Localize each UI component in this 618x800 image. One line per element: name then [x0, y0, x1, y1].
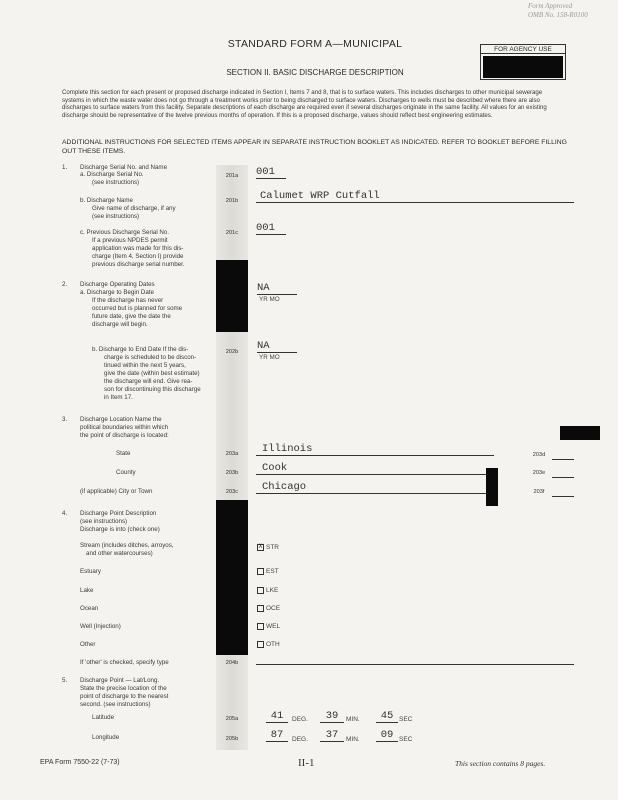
item2a-sub4: discharge will begin.: [92, 321, 148, 328]
item5-number: 5.: [62, 677, 68, 684]
item3-sub2: the point of discharge is located:: [80, 432, 169, 439]
item1c-sub2: application was made for this dis-: [92, 245, 184, 252]
item1a-label: a. Discharge Serial No.: [80, 171, 144, 178]
item2a-label: a. Discharge to Begin Date: [80, 289, 154, 296]
additional-instructions: ADDITIONAL INSTRUCTIONS FOR SELECTED ITEMS APPEAR IN SEPARATE INSTRUCTION BOOKLET AS INDICATED. REFER TO BOOKLET BEFORE FILLING OUT THESE ITEMS.: [62, 139, 567, 155]
intro-paragraph: Complete this section for each present or proposed discharge indicated in Section I, Items 7 and 8, that is to surface waters. This includes discharges to other municipal sewerage systems in which the waste water does not go through a treatment works prior to being discharged to surface waters. Discharges to wells must be described where there are also discharges to surface waters from this facility. Separate descriptions of each discharge are required even if several discharges originate in the same facility. All values for an existing discharge should be representative of the twelve previous months of operation. If this is a proposed discharge, values should reflect best engineering estimates.: [62, 89, 547, 119]
item1c-sub1: If a previous NPDES permit: [92, 237, 168, 244]
longitude-sec-field[interactable]: 09: [376, 729, 398, 742]
checkbox-oth[interactable]: [257, 641, 264, 648]
option-well-label: Well (Injection): [80, 623, 121, 630]
option-estuary-label: Estuary: [80, 568, 101, 575]
option-stream-label: Stream (includes ditches, arroyos,: [80, 542, 174, 549]
item1-number: 1.: [62, 164, 68, 171]
item1a-sub: (see instructions): [92, 179, 140, 186]
latitude-min-field[interactable]: 39: [320, 710, 344, 723]
begin-date-field[interactable]: NA: [257, 282, 297, 295]
option-lake-label: Lake: [80, 587, 94, 594]
agency-use-label: FOR AGENCY USE: [481, 45, 565, 54]
state-field[interactable]: Illinois: [256, 443, 494, 456]
code-str: STR: [266, 544, 279, 551]
item5-sub2: point of discharge to the nearest: [80, 693, 169, 700]
code-203d: 203d: [532, 452, 546, 458]
item1-title: Discharge Serial No. and Name: [80, 164, 168, 171]
other-specify-label: If 'other' is checked, specify type: [80, 659, 169, 666]
code-205a: 205a: [225, 716, 239, 722]
redaction-block: [486, 468, 498, 506]
code-201c: 201c: [225, 230, 239, 236]
section-pages-note: This section contains 8 pages.: [455, 759, 546, 768]
code-203f: 203f: [533, 489, 545, 495]
item1b-label: b. Discharge Name: [80, 197, 133, 204]
checkbox-est[interactable]: [257, 568, 264, 575]
other-specify-field[interactable]: [256, 657, 574, 665]
item5-sub1: State the precise location of the: [80, 685, 167, 692]
item4-sub2: Discharge is into (check one): [80, 526, 160, 533]
item2a-sub3: future date, give the date the: [92, 313, 171, 320]
code-203c: 203c: [225, 489, 239, 495]
previous-serial-no-field[interactable]: 001: [256, 222, 286, 235]
latitude-sec-label: SEC: [399, 716, 413, 723]
item2b-label: b. Discharge to End Date If the dis-: [92, 346, 189, 353]
page-number: II-1: [298, 757, 315, 769]
code-201b: 201b: [225, 198, 239, 204]
longitude-min-field[interactable]: 37: [320, 729, 344, 742]
code-oth: OTH: [266, 641, 280, 648]
longitude-min-label: MIN.: [346, 736, 360, 743]
item2b-sub3: give the date (within best estimate): [104, 370, 200, 377]
state-code-field[interactable]: [552, 454, 574, 460]
code-201a: 201a: [225, 173, 239, 179]
corner-stamp: [528, 2, 616, 20]
item2a-sub2: occurred but is planned for some: [92, 305, 183, 312]
longitude-deg-label: DEG.: [292, 736, 308, 743]
item2b-sub4: the discharge will end. Give rea-: [104, 378, 193, 385]
item2b-sub5: son for discontinuing this discharge: [104, 386, 201, 393]
form-id: EPA Form 7550-22 (7-73): [40, 759, 120, 766]
end-date-field[interactable]: NA: [257, 340, 297, 353]
item4-number: 4.: [62, 510, 68, 517]
city-field[interactable]: Chicago: [256, 481, 494, 494]
checkbox-lke[interactable]: [257, 587, 264, 594]
option-stream-label2: and other watercourses): [86, 550, 153, 557]
item3-number: 3.: [62, 416, 68, 423]
redaction-block: [216, 260, 248, 332]
county-label: County: [116, 469, 136, 476]
code-203e: 203e: [532, 470, 546, 476]
item2b-sub6: in Item 17.: [104, 394, 133, 401]
item3-title: Discharge Location Name the: [80, 416, 162, 423]
longitude-sec-label: SEC: [399, 736, 413, 743]
redaction-block: [216, 500, 248, 655]
agency-use-box: [480, 44, 566, 80]
latitude-min-label: MIN.: [346, 716, 360, 723]
discharge-serial-no-field[interactable]: 001: [256, 166, 286, 179]
city-code-field[interactable]: [552, 491, 574, 497]
item2b-sub1: charge is scheduled to be discon-: [104, 354, 197, 361]
end-date-yrmo: YR MO: [259, 354, 280, 361]
option-ocean-label: Ocean: [80, 605, 99, 612]
checkbox-oce[interactable]: [257, 605, 264, 612]
longitude-label: Longitude: [92, 734, 120, 741]
item1c-label: c. Previous Discharge Serial No.: [80, 229, 170, 236]
redaction-block: [560, 426, 600, 440]
code-lke: LKE: [266, 587, 279, 594]
latitude-deg-field[interactable]: 41: [266, 710, 288, 723]
county-code-field[interactable]: [552, 472, 574, 478]
item5-title: Discharge Point — Lat/Long.: [80, 677, 160, 684]
latitude-deg-label: DEG.: [292, 716, 308, 723]
item2b-sub2: tinued within the next 5 years,: [104, 362, 186, 369]
latitude-sec-field[interactable]: 45: [376, 710, 398, 723]
item5-sub3: second. (see instructions): [80, 701, 151, 708]
item2a-sub1: If the discharge has never: [92, 297, 164, 304]
item1b-sub1: Give name of discharge, if any: [92, 205, 176, 212]
item1c-sub3: charge (Item 4, Section I) provide: [92, 253, 184, 260]
code-202b: 202b: [225, 349, 239, 355]
redaction-block: [483, 56, 563, 78]
item1c-sub4: previous discharge serial number.: [92, 261, 185, 268]
code-est: EST: [266, 568, 279, 575]
corner-stamp-line2: OMB No. 158-R0100: [528, 11, 588, 19]
option-other-label: Other: [80, 641, 96, 648]
code-oce: OCE: [266, 605, 281, 612]
code-203a: 203a: [225, 451, 239, 457]
code-205b: 205b: [225, 736, 239, 742]
begin-date-yrmo: YR MO: [259, 296, 280, 303]
code-203b: 203b: [225, 470, 239, 476]
city-label: (if applicable) City or Town: [80, 488, 153, 495]
county-field[interactable]: Cook: [256, 462, 494, 475]
item1b-sub2: (see instructions): [92, 213, 140, 220]
item4-title: Discharge Point Description: [80, 510, 157, 517]
item3-sub1: political boundaries within which: [80, 424, 169, 431]
item4-sub1: (see instructions): [80, 518, 128, 525]
code-204b: 204b: [225, 660, 239, 666]
longitude-deg-field[interactable]: 87: [266, 729, 288, 742]
latitude-label: Latitude: [92, 714, 115, 721]
section-title: SECTION II. BASIC DISCHARGE DESCRIPTION: [226, 68, 404, 77]
checkbox-str[interactable]: X: [258, 544, 263, 550]
discharge-name-field[interactable]: Calumet WRP Cutfall: [256, 190, 574, 203]
code-wel: WEL: [266, 623, 281, 630]
checkbox-wel[interactable]: [257, 623, 264, 630]
corner-stamp-line1: Form Approved: [528, 2, 573, 10]
form-title: STANDARD FORM A—MUNICIPAL: [227, 38, 403, 50]
state-label: State: [116, 450, 131, 457]
item2-number: 2.: [62, 281, 68, 288]
item2-title: Discharge Operating Dates: [80, 281, 155, 288]
